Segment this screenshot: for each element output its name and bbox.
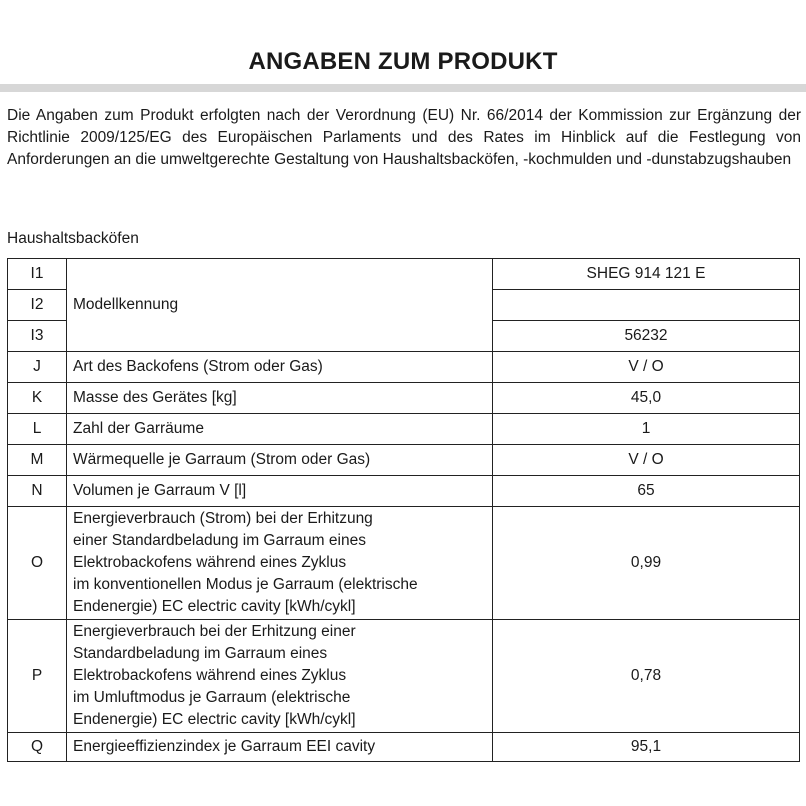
row-label: Energieeffizienzindex je Garraum EEI cavity bbox=[67, 733, 493, 762]
row-value: 56232 bbox=[493, 321, 800, 352]
row-value: 0,99 bbox=[493, 507, 800, 620]
table-row bbox=[8, 507, 800, 620]
table-row bbox=[8, 445, 800, 476]
row-label bbox=[67, 507, 493, 620]
table-row bbox=[8, 733, 800, 762]
row-code: Q bbox=[8, 733, 67, 762]
product-spec-table bbox=[7, 258, 800, 762]
section-label: Haushaltsbacköfen bbox=[7, 230, 139, 247]
row-value: V / O bbox=[493, 445, 800, 476]
row-label-line: Energieverbrauch bei der Erhitzung einer bbox=[73, 623, 356, 640]
row-label: Volumen je Garraum V [l] bbox=[67, 476, 493, 507]
row-label: Wärmequelle je Garraum (Strom oder Gas) bbox=[67, 445, 493, 476]
table-row bbox=[8, 476, 800, 507]
row-code: I2 bbox=[8, 290, 67, 321]
page-title: ANGABEN ZUM PRODUKT bbox=[248, 48, 558, 75]
row-value: SHEG 914 121 E bbox=[493, 259, 800, 290]
row-label-line: im konventionellen Modus je Garraum (elektrische bbox=[73, 576, 418, 593]
row-code: I3 bbox=[8, 321, 67, 352]
row-label-line: im Umluftmodus je Garraum (elektrische bbox=[73, 689, 351, 706]
row-value: 45,0 bbox=[493, 383, 800, 414]
row-code: J bbox=[8, 352, 67, 383]
row-code: N bbox=[8, 476, 67, 507]
row-value bbox=[493, 290, 800, 321]
row-code: M bbox=[8, 445, 67, 476]
row-label-line: Standardbeladung im Garraum eines bbox=[73, 645, 328, 662]
table-row bbox=[8, 383, 800, 414]
table-row bbox=[8, 259, 800, 290]
row-label-line: Energieverbrauch (Strom) bei der Erhitzung bbox=[73, 510, 373, 527]
model-label: Modellkennung bbox=[67, 259, 493, 352]
row-label: Art des Backofens (Strom oder Gas) bbox=[67, 352, 493, 383]
row-label-line: Elektrobackofens während eines Zyklus bbox=[73, 554, 347, 571]
table-row bbox=[8, 414, 800, 445]
row-label-line: einer Standardbeladung im Garraum eines bbox=[73, 532, 366, 549]
row-label: Masse des Gerätes [kg] bbox=[67, 383, 493, 414]
row-label-line: Endenergie) EC electric cavity [kWh/cykl] bbox=[73, 711, 356, 728]
row-code: I1 bbox=[8, 259, 67, 290]
row-code: P bbox=[8, 620, 67, 733]
row-value: V / O bbox=[493, 352, 800, 383]
table-row bbox=[8, 352, 800, 383]
row-code: O bbox=[8, 507, 67, 620]
table-row bbox=[8, 620, 800, 733]
row-code: K bbox=[8, 383, 67, 414]
intro-paragraph: Die Angaben zum Produkt erfolgten nach der Verordnung (EU) Nr. 66/2014 der Kommission zur Ergänzung der Richtlinie 2009/125/EG des Europäischen Parlaments und des Rates im Hinblick auf die Festlegung von Anforderungen an die umweltgerechte Gestaltung von Haushaltsbacköfen, -kochmulden und -dunstabzugshauben bbox=[7, 107, 801, 168]
title-divider bbox=[0, 84, 806, 92]
row-value: 1 bbox=[493, 414, 800, 445]
row-label-line: Elektrobackofens während eines Zyklus bbox=[73, 667, 347, 684]
row-code: L bbox=[8, 414, 67, 445]
row-value: 65 bbox=[493, 476, 800, 507]
row-value: 0,78 bbox=[493, 620, 800, 733]
row-label: Zahl der Garräume bbox=[67, 414, 493, 445]
row-value: 95,1 bbox=[493, 733, 800, 762]
row-label bbox=[67, 620, 493, 733]
row-label-line: Endenergie) EC electric cavity [kWh/cykl] bbox=[73, 598, 356, 615]
